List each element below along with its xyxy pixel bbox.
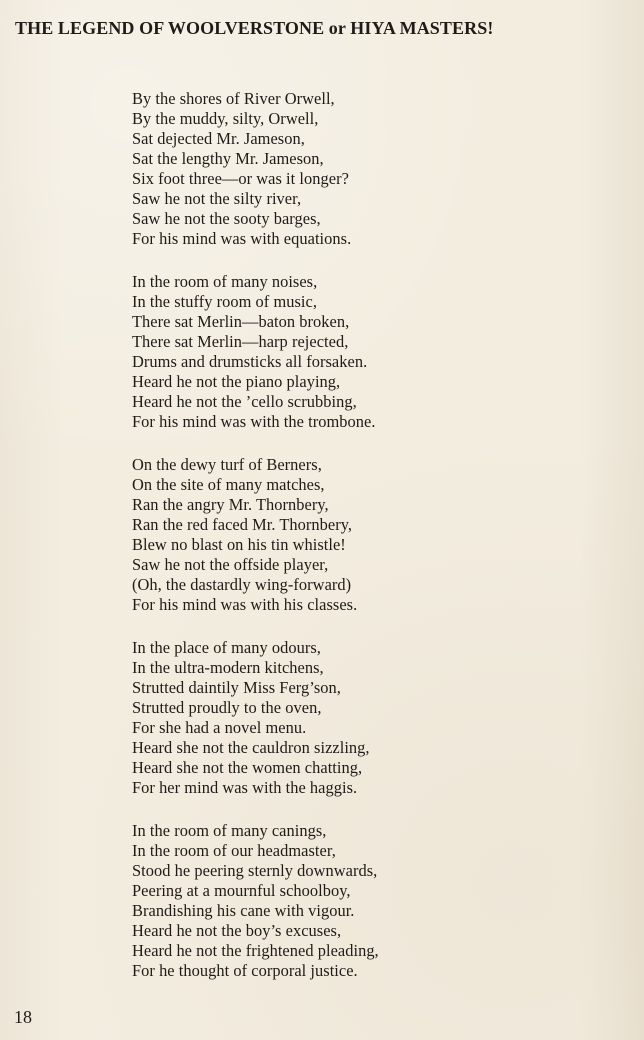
stanza [132, 455, 492, 615]
poem-line: Ran the red faced Mr. Thornbery, [132, 515, 353, 534]
poem-line: Saw he not the offside player, [132, 555, 329, 574]
poem-line: Brandishing his cane with vigour. [132, 901, 355, 920]
poem-line: Heard she not the cauldron sizzling, [132, 738, 370, 757]
poem-line: Ran the angry Mr. Thornbery, [132, 495, 329, 514]
poem-line: Heard he not the piano playing, [132, 372, 341, 391]
poem-line: Heard she not the women chatting, [132, 758, 363, 777]
poem-line: Drums and drumsticks all forsaken. [132, 352, 368, 371]
poem-line: In the place of many odours, [132, 638, 321, 657]
stanza [132, 821, 492, 981]
poem-line: Saw he not the silty river, [132, 189, 302, 208]
poem-line: Heard he not the frightened pleading, [132, 941, 379, 960]
poem-line: In the ultra-modern kitchens, [132, 658, 324, 677]
stanza [132, 89, 492, 249]
poem-line: In the room of many noises, [132, 272, 318, 291]
poem-line: For his mind was with equations. [132, 229, 352, 248]
poem-line: Sat dejected Mr. Jameson, [132, 129, 305, 148]
poem-line: Blew no blast on his tin whistle! [132, 535, 346, 554]
poem-line: There sat Merlin—baton broken, [132, 312, 350, 331]
poem-line: For his mind was with the trombone. [132, 412, 376, 431]
poem-line: For her mind was with the haggis. [132, 778, 358, 797]
stanza [132, 638, 492, 798]
poem-line: Saw he not the sooty barges, [132, 209, 321, 228]
poem-line: Stood he peering sternly downwards, [132, 861, 378, 880]
poem-line: In the room of many canings, [132, 821, 327, 840]
stanza [132, 272, 492, 432]
poem-line: Sat the lengthy Mr. Jameson, [132, 149, 324, 168]
poem-line: For she had a novel menu. [132, 718, 307, 737]
poem-line: Six foot three—or was it longer? [132, 169, 349, 188]
poem [132, 89, 492, 1004]
page-number: 18 [14, 1007, 32, 1027]
poem-line: Heard he not the boy’s excuses, [132, 921, 342, 940]
poem-line: In the stuffy room of music, [132, 292, 318, 311]
page-title: THE LEGEND OF WOOLVERSTONE or HIYA MASTERS! [15, 18, 494, 38]
poem-line: Peering at a mournful schoolboy, [132, 881, 351, 900]
poem-line: By the muddy, silty, Orwell, [132, 109, 319, 128]
poem-line: Strutted proudly to the oven, [132, 698, 322, 717]
poem-line: For he thought of corporal justice. [132, 961, 358, 980]
poem-line: Strutted daintily Miss Ferg’son, [132, 678, 341, 697]
poem-line: On the site of many matches, [132, 475, 325, 494]
poem-line: For his mind was with his classes. [132, 595, 358, 614]
poem-line: In the room of our headmaster, [132, 841, 336, 860]
poem-line: (Oh, the dastardly wing-forward) [132, 575, 352, 594]
poem-line: By the shores of River Orwell, [132, 89, 335, 108]
poem-line: On the dewy turf of Berners, [132, 455, 322, 474]
poem-line: Heard he not the ’cello scrubbing, [132, 392, 357, 411]
poem-line: There sat Merlin—harp rejected, [132, 332, 349, 351]
